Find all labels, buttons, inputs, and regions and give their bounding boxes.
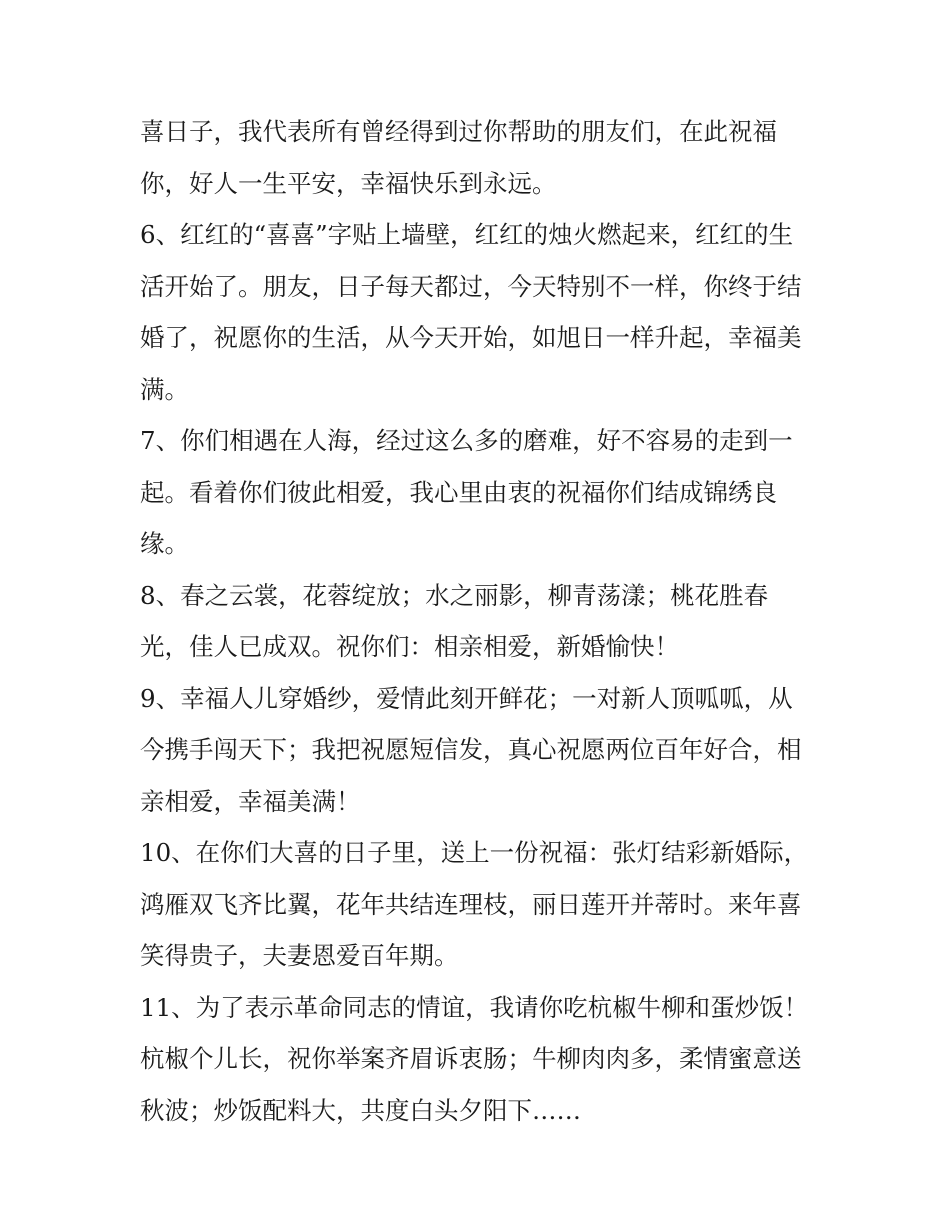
text-line: 婚了，祝愿你的生活，从今天开始，如旭日一样升起，幸福美: [140, 323, 802, 352]
text-line: 起。看着你们彼此相爱，我心里由衷的祝福你们结成锦绣良: [140, 477, 777, 507]
text-line: 喜日子，我代表所有曾经得到过你帮助的朋友们，在此祝福: [140, 117, 777, 146]
text-line: 7、你们相遇在人海，经过这么多的磨难，好不容易的走到一: [140, 426, 793, 455]
text-line: 6、红红的“喜喜”字贴上墙壁，红红的烛火燃起来，红红的生: [140, 220, 794, 249]
text-line: 笑得贵子，夫妻恩爱百年期。: [140, 941, 459, 970]
text-line: 10、在你们大喜的日子里，送上一份祝福：张灯结彩新婚际，: [140, 838, 809, 867]
text-line: 8、春之云裳，花蓉绽放；水之丽影，柳青荡漾；桃花胜春: [140, 580, 769, 610]
text-line: 杭椒个儿长，祝你举案齐眉诉衷肠；牛柳肉肉多，柔情蜜意送: [140, 1044, 802, 1073]
text-line: 光，佳人已成双。祝你们：相亲相爱，新婚愉快！: [140, 632, 679, 661]
text-line: 11、为了表示革命同志的情谊，我请你吃杭椒牛柳和蛋炒饭！: [140, 992, 809, 1022]
text-line: 今携手闯天下；我把祝愿短信发，真心祝愿两位百年好合，相: [140, 735, 802, 764]
text-line: 鸿雁双飞齐比翼，花年共结连理枝，丽日莲开并蒂时。来年喜: [140, 889, 802, 919]
text-line: 9、幸福人儿穿婚纱，爱情此刻开鲜花；一对新人顶呱呱，从: [140, 683, 793, 713]
text-line: 满。: [140, 374, 189, 404]
text-line: 亲相爱，幸福美满！: [140, 786, 361, 816]
text-line: 你，好人一生平安，幸福快乐到永远。: [140, 168, 557, 198]
text-line: 秋波；炒饭配料大，共度白头夕阳下……: [140, 1095, 581, 1125]
text-line: 活开始了。朋友，日子每天都过，今天特别不一样，你终于结: [140, 271, 802, 301]
document-body: [140, 106, 815, 1136]
text-line: 缘。: [140, 529, 189, 558]
